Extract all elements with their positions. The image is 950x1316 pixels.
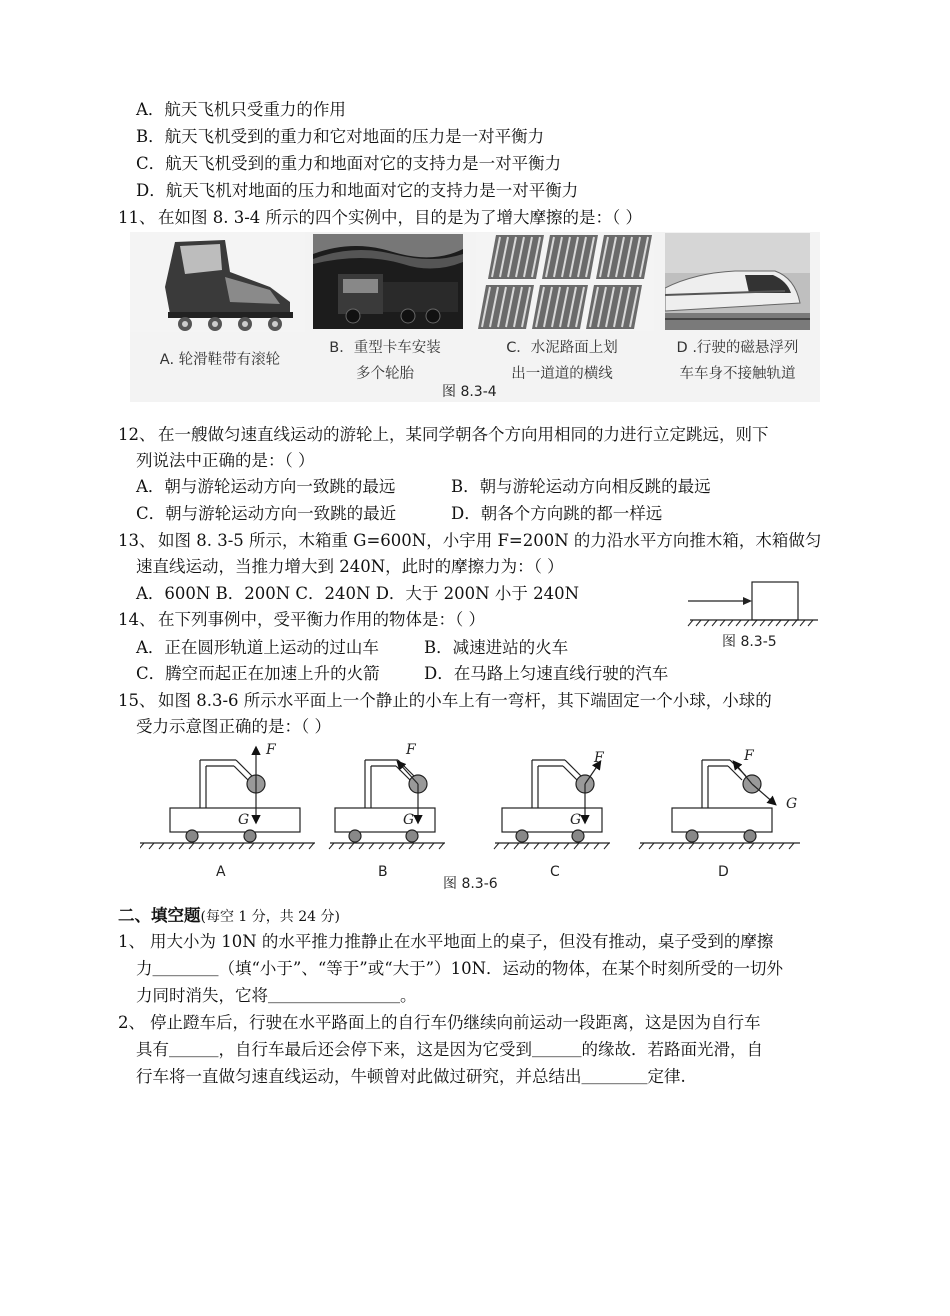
q12-option-c: C．朝与游轮运动方向一致跳的最近 <box>136 504 397 523</box>
fill1-line2: 力＿＿＿＿（填“小于”、“等于”或“大于”）10N．运动的物体，在某个时刻所受的一切外 <box>136 959 784 978</box>
caption-a: A. 轮滑鞋带有滚轮 <box>159 352 281 368</box>
q14-option-b: B．减速进站的火车 <box>424 638 569 657</box>
fill2-line1: 停止蹬车后，行驶在水平路面上的自行车仍继续向前运动一段距离，这是因为自行车 <box>150 1013 761 1032</box>
cart-a <box>140 748 315 843</box>
q15-text-line2: 受力示意图正确的是：（ ） <box>136 717 331 736</box>
fill1-line3: 力同时消失，它将＿＿＿＿＿＿＿＿。 <box>136 986 417 1005</box>
force-label-f-d: F <box>744 748 754 764</box>
grooved-pavement-image <box>476 233 654 331</box>
q14-text: 在下列事例中，受平衡力作用的物体是：（ ） <box>158 610 485 629</box>
caption-c-line1: C．水泥路面上划 <box>506 340 618 356</box>
panel-label-d: D <box>718 864 729 880</box>
q10-option-b: B．航天飞机受到的重力和它对地面的压力是一对平衡力 <box>136 127 545 146</box>
section-note: (每空 1 分，共 24 分) <box>200 909 340 925</box>
caption-b-line2: 多个轮胎 <box>356 366 414 382</box>
maglev-train-image <box>665 233 810 330</box>
wooden-box <box>752 582 798 620</box>
q14-option-c: C．腾空而起正在加速上升的火箭 <box>136 664 380 683</box>
cart-c <box>495 760 610 843</box>
panel-label-a: A <box>216 864 226 880</box>
force-label-g-c: G <box>570 812 582 828</box>
heavy-truck-image <box>313 234 463 329</box>
section-title <box>118 905 340 928</box>
force-label-g-d: G <box>786 796 798 812</box>
caption-c-line2: 出一道道的横线 <box>511 366 613 382</box>
force-label-f-c: F <box>594 750 604 766</box>
q15-number: 15、 <box>118 691 156 710</box>
force-label-f-b: F <box>406 742 416 758</box>
q11-number: 11、 <box>118 208 156 227</box>
figure-label-8-3-6: 图 8.3-6 <box>443 876 498 892</box>
fill1-line1: 用大小为 10N 的水平推力推静止在水平地面上的桌子，但没有推动，桌子受到的摩擦 <box>150 932 774 951</box>
force-label-f-a: F <box>266 742 276 758</box>
fill2-number: 2、 <box>118 1013 145 1032</box>
fill1-number: 1、 <box>118 932 145 951</box>
caption-d-line1: D .行驶的磁悬浮列 <box>676 340 799 356</box>
q12-option-b: B．朝与游轮运动方向相反跳的最远 <box>451 477 711 496</box>
figure-label-8-3-5: 图 8.3-5 <box>722 634 777 650</box>
q12-number: 12、 <box>118 425 156 444</box>
q14-option-a: A．正在圆形轨道上运动的过山车 <box>136 638 379 657</box>
q12-text-line1: 在一艘做匀速直线运动的游轮上，某同学朝各个方向用相同的力进行立定跳远，则下 <box>158 425 769 444</box>
figure-8-3-6 <box>140 740 810 858</box>
cart-b <box>330 760 445 843</box>
roller-skate-image <box>130 232 305 332</box>
q12-option-a: A．朝与游轮运动方向一致跳的最远 <box>136 477 396 496</box>
force-label-g-b: G <box>403 812 415 828</box>
q11-text: 在如图 8. 3-4 所示的四个实例中，目的是为了增大摩擦的是：（ ） <box>158 208 643 227</box>
q13-text-line2: 速直线运动，当推力增大到 240N，此时的摩擦力为：（ ） <box>136 557 564 576</box>
q14-option-d: D．在马路上匀速直线行驶的汽车 <box>424 664 669 683</box>
q13-text-line1: 如图 8. 3-5 所示，木箱重 G=600N，小宇用 F=200N 的力沿水平方向推木箱，木箱做匀 <box>158 531 822 550</box>
fill2-line2: 具有＿＿＿，自行车最后还会停下来，这是因为它受到＿＿＿的缘故．若路面光滑，自 <box>136 1040 763 1059</box>
q13-number: 13、 <box>118 531 156 550</box>
q14-number: 14、 <box>118 610 156 629</box>
fill2-line3: 行车将一直做匀速直线运动，牛顿曾对此做过研究，并总结出＿＿＿＿定律. <box>136 1067 686 1086</box>
section-title-text: 二、填空题 <box>118 906 201 925</box>
caption-d-line2: 车车身不接触轨道 <box>679 366 796 382</box>
q13-options: A．600N B．200N C．240N D．大于 200N 小于 240N <box>136 584 580 603</box>
cart-d <box>640 760 800 843</box>
q10-option-d: D．航天飞机对地面的压力和地面对它的支持力是一对平衡力 <box>136 181 579 200</box>
q10-option-c: C．航天飞机受到的重力和地面对它的支持力是一对平衡力 <box>136 154 562 173</box>
panel-label-b: B <box>378 864 388 880</box>
panel-label-c: C <box>550 864 560 880</box>
q15-text-line1: 如图 8.3-6 所示水平面上一个静止的小车上有一弯杆，其下端固定一个小球，小球的 <box>158 691 772 710</box>
force-label-g-a: G <box>238 812 250 828</box>
caption-b-line1: B．重型卡车安装 <box>329 340 441 356</box>
q12-text-line2: 列说法中正确的是：（ ） <box>136 451 315 470</box>
figure-label-8-3-4: 图 8.3-4 <box>442 384 497 400</box>
figure-8-3-5 <box>685 575 820 630</box>
q12-option-d: D．朝各个方向跳的都一样远 <box>451 504 663 523</box>
q10-option-a: A．航天飞机只受重力的作用 <box>136 100 346 119</box>
